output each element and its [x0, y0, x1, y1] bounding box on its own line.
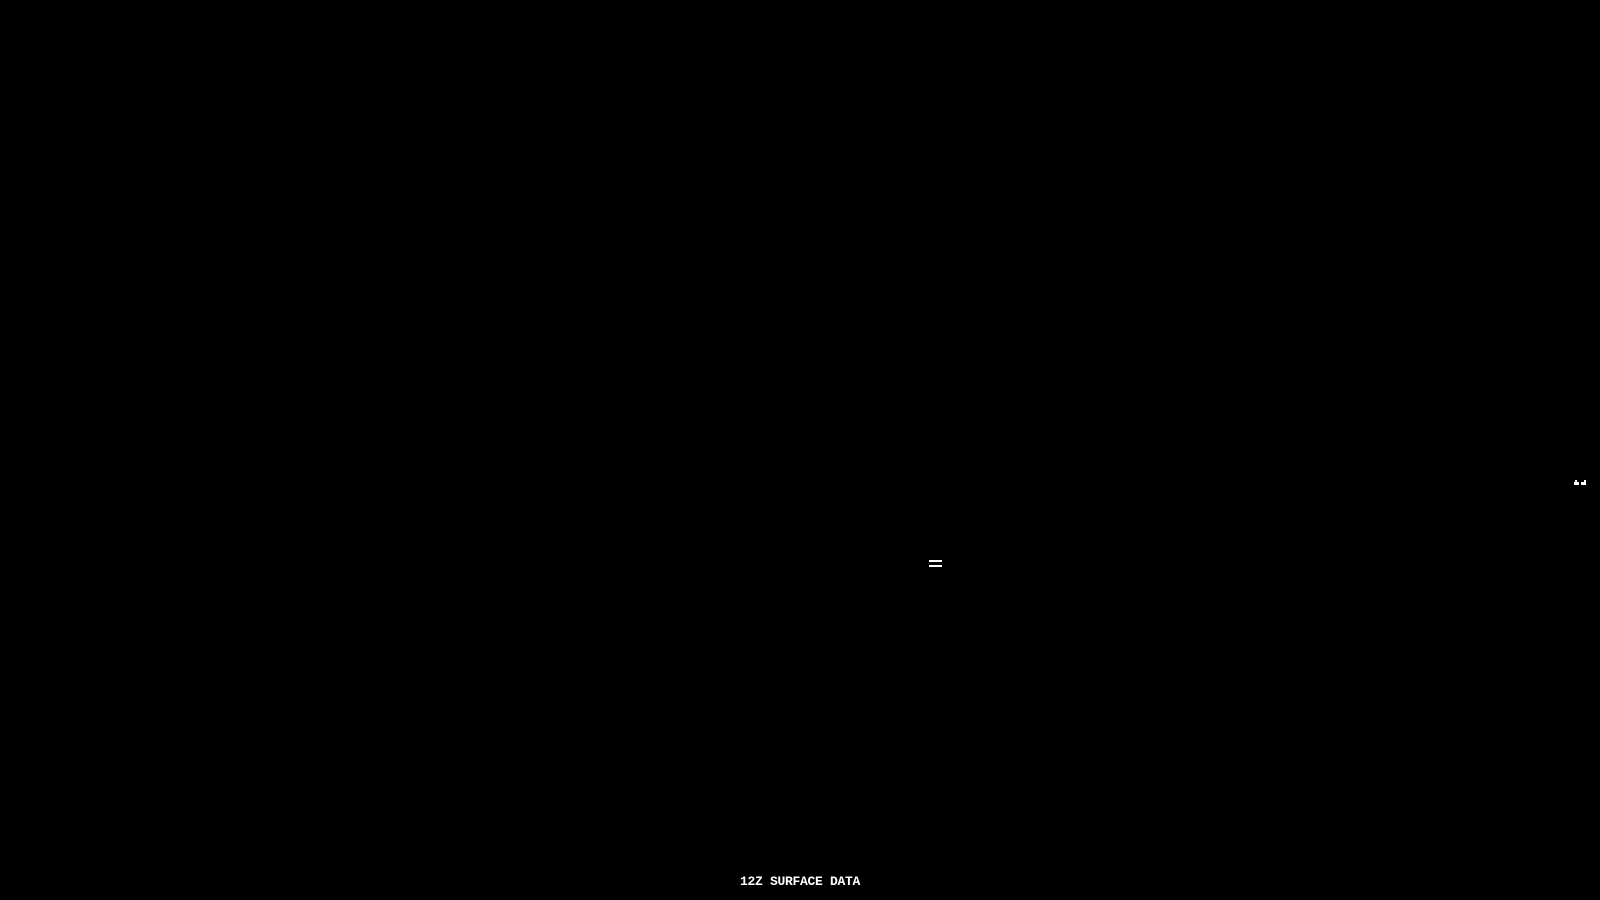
mist-symbol-bar-bottom: [929, 565, 942, 567]
station-plot-fragment-left: [1574, 482, 1579, 485]
station-plot-fragment-right-nub: [1584, 480, 1586, 482]
mist-symbol: [929, 560, 942, 567]
station-plot-fragment-left-nub: [1575, 480, 1577, 482]
plot-title: 12Z SURFACE DATA: [739, 874, 861, 889]
station-plot-fragment-right: [1581, 482, 1586, 485]
mist-symbol-bar-top: [929, 560, 942, 562]
